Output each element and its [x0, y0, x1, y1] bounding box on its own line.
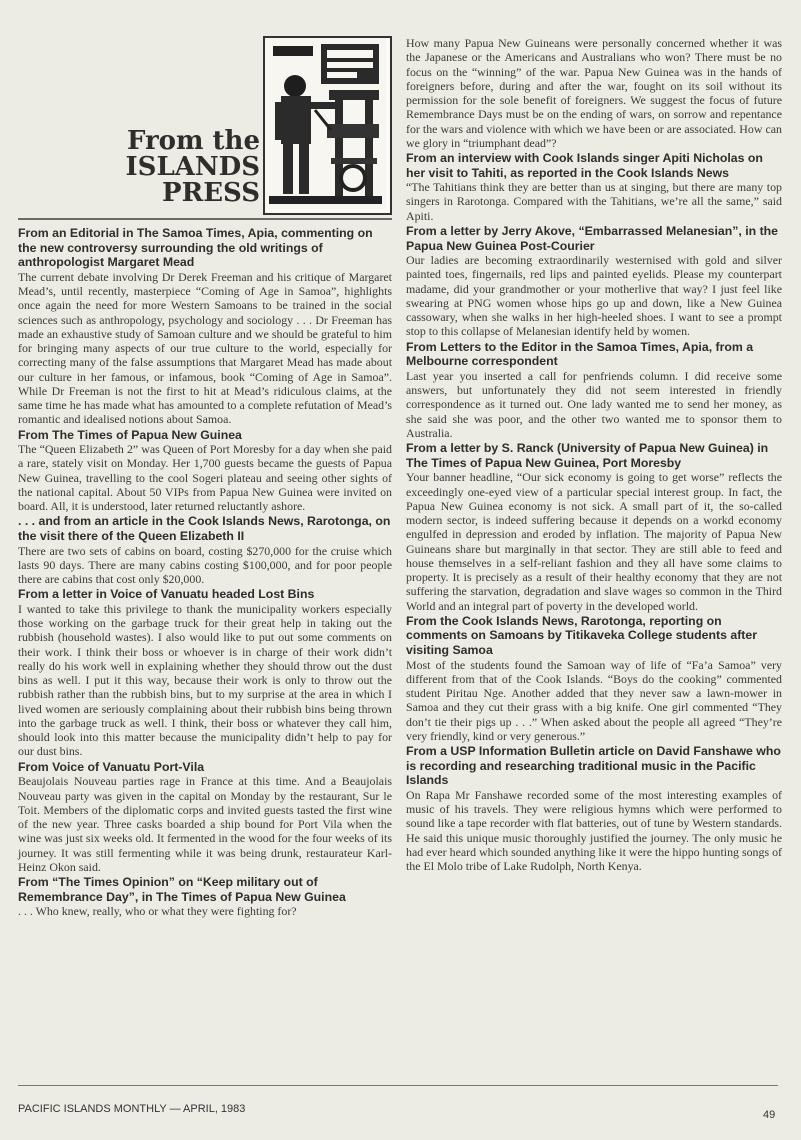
article-heading: From “The Times Opinion” on “Keep military out of Remembrance Day”, in The Times of Papua New Guinea — [18, 875, 346, 904]
article-port-vila — [18, 760, 392, 874]
article-body: Most of the students found the Samoan way of life of “Fa’a Samoa” very different from that of the Cook Islands. “Boys do the cooking” commented student Piritau Nge. Another added that they never saw a lawn-mower in Samoa and they cut their grass with a big knife. One girl commented “They don’t tie their pigs up . . .” When asked about the people all agreed “They’re very friendly, kind or very generous.” — [406, 657, 782, 743]
article-body: Our ladies are becoming extraordinarily westernised with gold and silver painted toes, fingernails, red lips and painted eyelids. Please my counterpart madame, did your grandmother or your motherlive that way? I just feel like swearing at PNG women whose hips go up and down, like a New Guinea cassowary, when she walks in her high-heeled shoes. I want to see a prompt stop to this collapse of Melanesian identify held by women. — [406, 253, 782, 339]
article-body: The “Queen Elizabeth 2” was Queen of Port Moresby for a day when she paid a rare, stately visit on Monday. Her 1,700 guests became the guests of Papua New Guinea, travelling to the cool Sogeri plateau and seeing other sights of the national capital. About 50 VIPs from Papua New Guinea were invited on board. All, it is understood, later returned reluctantly ashore. — [18, 442, 392, 514]
left-article-list — [18, 226, 392, 919]
article-ranck-letter — [406, 441, 782, 613]
article-heading: From an interview with Cook Islands singer Apiti Nicholas on her visit to Tahiti, as reported in the Cook Islands News — [406, 151, 763, 180]
article-heading: From The Times of Papua New Guinea — [18, 427, 242, 442]
article-heading: From a USP Information Bulletin article on David Fanshawe who is recording and researching traditional music in the Pacific Islands — [406, 744, 781, 788]
left-column — [18, 0, 392, 919]
article-body: There are two sets of cabins on board, costing $270,000 for the cruise which lasts 90 days. There are many cabins costing $100,000, and for poor people there are cabins that cost only $20,000. — [18, 543, 392, 587]
masthead-title — [126, 128, 260, 206]
article-body: Last year you inserted a call for penfriends column. I did receive some answers, but unfortunately they did not seem interested in friendly correspondence as it turned out. One lady wanted me to send her money, as she said she was poor, and the other two wanted me to sponsor them to Australia. — [406, 368, 782, 440]
article-body: The current debate involving Dr Derek Freeman and his critique of Margaret Mead’s, until recently, masterpiece “Coming of Age in Samoa”, highlights once again the need for more Western Samoans to be trained in the social sciences such as anthropology, psychology and sociology . . . Dr Freeman has made an exhaustive study of Samoan culture and we should be grateful to him for bringing many aspects of our true culture to the world, especially for correcting many of the false assumptions that Margaret Mead has made about our culture in her famous, or infamous, book “Coming of Age in Samoa”. While Dr Freeman is not the first to hit at Mead’s ridiculous claims, at the same time he has made what has amounted to a complete refutation of Mead’s romantic and idealised notions about Samoa. — [18, 269, 392, 427]
article-embarrassed-melanesian — [406, 224, 782, 339]
article-heading: From a letter in Voice of Vanuatu headed Lost Bins — [18, 587, 315, 602]
article-heading: From Voice of Vanuatu Port-Vila — [18, 759, 205, 774]
publication-footer: PACIFIC ISLANDS MONTHLY — APRIL, 1983 — [18, 1103, 246, 1115]
article-body: On Rapa Mr Fanshawe recorded some of the most interesting examples of music of his travels. They were religious hymns which were performed to sound like a tape recorder with flat batteries, out of tune by Western standards. He said this unique music thoroughly justified the journey. The only music he had ever heard which sounded anything like it were the hippo hunting songs of the El Molo tribe of Lake Rudolph, North Kenya. — [406, 787, 782, 874]
article-times-png — [18, 428, 392, 514]
article-body: I wanted to take this privilege to thank the municipality workers especially those working on the garbage truck for their great help in taking out the rubbish (household wastes). I also would like to put out some comments on their work. I think their boss or whoever is in charge of their work didn’t really do his work well in explaining whether they should throw out the dust bins as well. I put it this way, because their work is only to throw out the rubbish rather than the rubbish bins, but to my surprise at the area in which I lived women are seriously complaining about their rubbish bins being thrown into the garbage truck as well. I think, their boss or whatever they call him, should look into this matter because the municipality didn’t help to pay for our dust bins. — [18, 601, 392, 759]
article-heading: From the Cook Islands News, Rarotonga, reporting on comments on Samoans by Titikaveka College students after visiting Samoa — [406, 613, 758, 657]
article-titikaveka-students — [406, 614, 782, 743]
printer-figure-icon — [265, 38, 386, 209]
article-heading: From a letter by Jerry Akove, “Embarrassed Melanesian”, in the Papua New Guinea Post-Courier — [406, 223, 779, 253]
masthead-line-2: ISLANDS — [125, 152, 260, 182]
article-body: Beaujolais Nouveau parties rage in France at this time. And a Beaujolais Nouveau party was given in the capital on Monday by the restaurant, Sur le Toit. Members of the diplomatic corps and invited guests tasted the first wine of the new year. Three casks boarded a ship bound for Port Vila when the wine was just six weeks old. It fermented in the wood for the four weeks of its journey. It was still fermenting while it was being drunk, restaurateur Karl-Heinz Okon said. — [18, 774, 392, 874]
intro-paragraph: How many Papua New Guineans were personally concerned whether it was the Japanese or the Americans and Australians who won? There must be no focus on the “winning” of the war. Papua New Guinea was in the hands of foreigners before, during and after the war, fought on its soil without its permission for the sole benefit of foreigners. We suggest the focus of future Remembrance Days must be on the ending of wars, on sorrow and repentance for the wars and violence with which we have been or are associated. How can we glory in “triumphant dead”? — [406, 36, 782, 150]
masthead-line-1: From the — [126, 126, 260, 156]
footer-divider — [18, 1085, 778, 1086]
article-fanshawe-music — [406, 744, 782, 873]
page-number: 49 — [763, 1109, 776, 1121]
article-melbourne-correspondent — [406, 340, 782, 440]
article-body: Your banner headline, “Our sick economy is going to get worse” reflects the exceedingly one-eyed view of a particular special interest group. In fact, the Papua New Guinea economy is not sick. A small part of it, the so-called modern sector, is indeed suffering because it depends on a workd economy engulfed in depression and eroded by inflation. The majority of Papua New Guineans share but marginally in that sector. They are still able to feed and house themselves in a self-reliant fashion and they all have some claims to property. It is precisely as a result of their healthy economy that they are not suffering the starvation, degradation and slave wages so common in the Third World and an integral part of poverty in the developed world. — [406, 470, 782, 613]
masthead-divider — [18, 218, 392, 220]
right-column — [406, 36, 782, 874]
article-heading: From an Editorial in The Samoa Times, Apia, commenting on the new controversy surrounding the old writings of anthropologist Margaret Mead — [18, 226, 373, 270]
article-samoa-mead — [18, 226, 392, 427]
article-apiti-nicholas — [406, 151, 782, 223]
printing-press-illustration — [263, 36, 392, 215]
article-heading: From a letter by S. Ranck (University of Papua New Guinea) in The Times of Papua New Guinea, Port Moresby — [406, 441, 769, 470]
article-heading: . . . and from an article in the Cook Islands News, Rarotonga, on the visit there of the Queen Elizabeth II — [18, 514, 391, 543]
article-body: “The Tahitians think they are better than us at singing, but there are many top singers in Rarotonga. Compared with the Tahitians, we’re all the same,” said Apiti. — [406, 180, 782, 223]
masthead — [18, 0, 392, 215]
masthead-line-3: PRESS — [162, 178, 260, 208]
article-remembrance-day — [18, 875, 392, 918]
article-heading: From Letters to the Editor in the Samoa Times, Apia, from a Melbourne correspondent — [406, 339, 754, 369]
article-body: . . . Who knew, really, who or what they were fighting for? — [18, 904, 297, 919]
article-cook-islands-qe2 — [18, 514, 392, 586]
article-lost-bins — [18, 587, 392, 758]
